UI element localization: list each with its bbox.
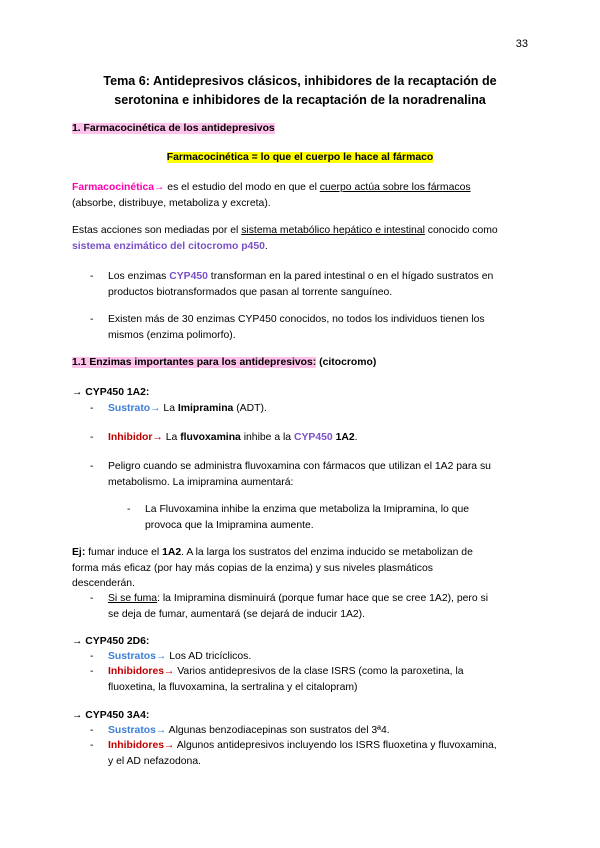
cyp2d6-sustratos: Sustratos→ Los AD tricíclicos. [108, 651, 252, 662]
definition-callout: Farmacocinética = lo que el cuerpo le hace al fármaco [166, 152, 434, 163]
section-heading-1-1: 1.1 Enzimas importantes para los antidepresivos: (citocromo) [72, 357, 377, 368]
cyp1a2-heading: → CYP450 1A2: [72, 387, 150, 398]
bullet-dash: - [90, 271, 94, 282]
title-line-1: Tema 6: Antidepresivos clásicos, inhibidores de la recaptación de [103, 74, 497, 88]
cyp3a4-inhibidores: Inhibidores→ Algunos antidepresivos incluyendo los ISRS fluoxetina y fluvoxamina, y el AD nefazodona. [108, 740, 497, 767]
cyp2d6-heading: → CYP450 2D6: [72, 636, 150, 647]
cyp1a2-inhibidor: Inhibidor→ La fluvoxamina inhibe a la CYP450 1A2. [108, 432, 358, 443]
bullet-dash: - [90, 725, 94, 736]
section-heading-1: 1. Farmacocinética de los antidepresivos [72, 123, 275, 134]
bullet-dash: - [90, 403, 94, 414]
bullet-dash: - [90, 314, 94, 325]
bullet-dash: - [127, 504, 131, 515]
paragraph-farmacocinetica: Farmacocinética→ es el estudio del modo en que el cuerpo actúa sobre los fármacos (absorbe, distribuye, metaboliza y excreta). [72, 182, 471, 209]
title-line-2: serotonina e inhibidores de la recaptación de la noradrenalina [114, 93, 486, 107]
cyp1a2-sub-item: La Fluvoxamina inhibe la enzima que metaboliza la Imipramina, lo que provoca que la Imipramina aumente. [145, 504, 470, 531]
bullet-dash: - [90, 461, 94, 472]
page-number: 33 [515, 38, 528, 50]
cyp1a2-peligro: Peligro cuando se administra fluvoxamina con fármacos que utilizan el 1A2 para su metabolismo. La imipramina aumentará: [108, 461, 491, 488]
list-item-cyp450: Los enzimas CYP450 transforman en la pared intestinal o en el hígado sustratos en productos biotransformados que pasan al torrente sanguíneo. [108, 271, 494, 298]
cyp3a4-heading: → CYP450 3A4: [72, 710, 150, 721]
cyp3a4-sustratos: Sustratos→ Algunas benzodiacepinas son sustratos del 3ª4. [108, 725, 390, 736]
example-paragraph: Ej: fumar induce el 1A2. A la larga los sustratos del enzima inducido se metabolizan de forma más eficaz (por hay más copias de la enzima) y sus niveles plasmáticos descenderán. [72, 547, 473, 589]
bullet-dash: - [90, 666, 94, 677]
bullet-dash: - [90, 651, 94, 662]
example-bullet: Si se fuma: la Imipramina disminuirá (porque fumar hace que se cree 1A2), pero si se deja de fumar, aumentará (se dejará de inducir 1A2). [108, 593, 489, 620]
cyp2d6-inhibidores: Inhibidores→ Varios antidepresivos de la clase ISRS (como la paroxetina, la fluoxetina, la fluvoxamina, la sertralina y el citalopram) [108, 666, 464, 693]
paragraph-acciones: Estas acciones son mediadas por el sistema metabólico hepático e intestinal conocido como sistema enzimático del citocromo p450. [72, 225, 498, 252]
bullet-dash: - [90, 593, 94, 604]
list-item-30-enzimas: Existen más de 30 enzimas CYP450 conocidos, no todos los individuos tienen los mismos (enzima polimorfo). [108, 314, 485, 341]
cyp1a2-sustrato: Sustrato→ La Imipramina (ADT). [108, 403, 267, 414]
bullet-dash: - [90, 432, 94, 443]
page-title [80, 72, 520, 110]
bullet-dash: - [90, 740, 94, 751]
